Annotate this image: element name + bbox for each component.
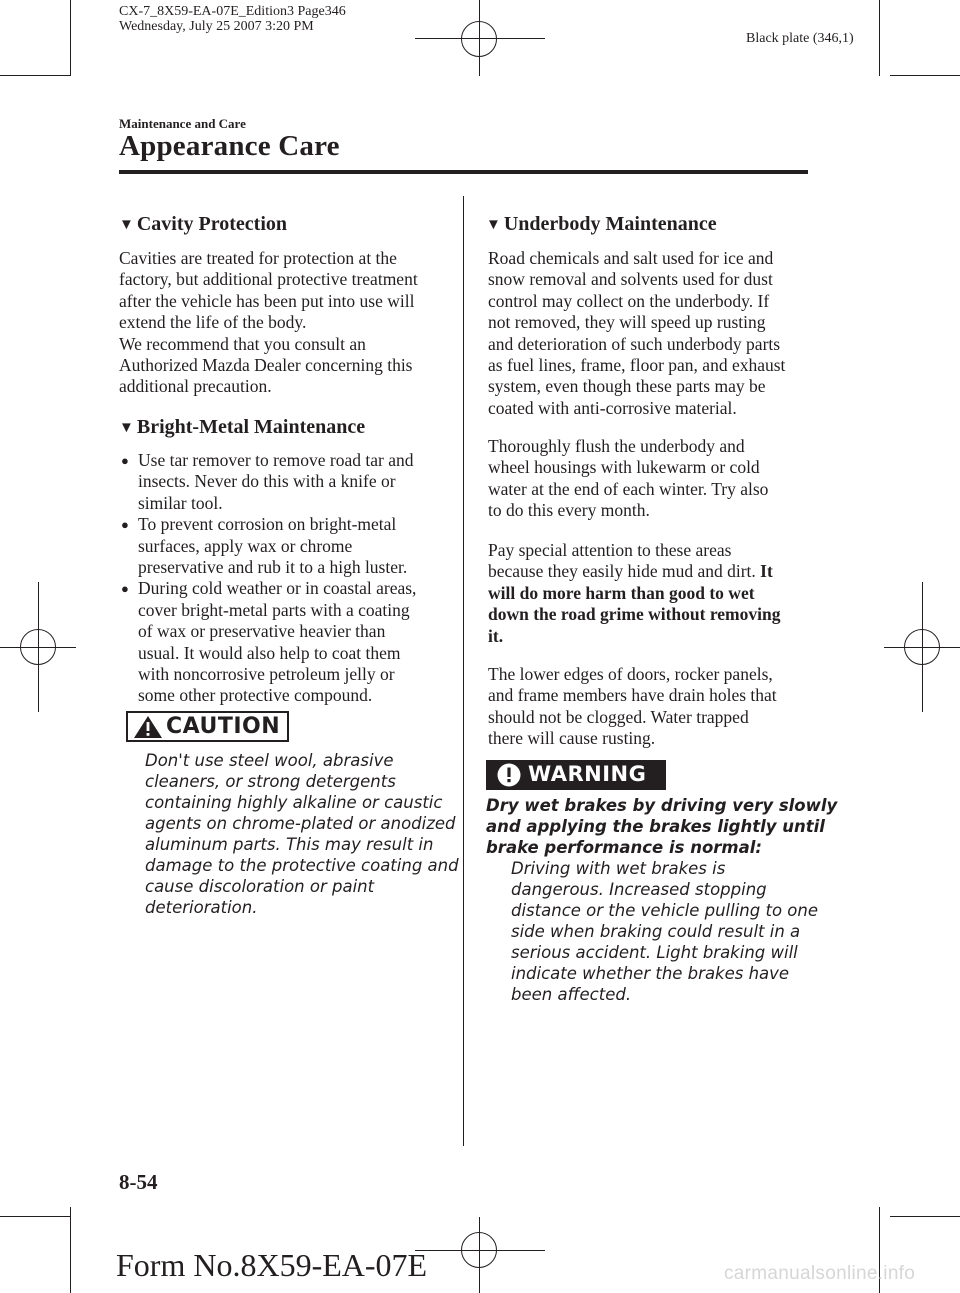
print-metadata <box>119 4 346 34</box>
warning-text: Dry wet brakes by driving very slowly and applying the brakes lightly until brake performance is normal: Driving with wet brakes is dangerous. Increased stopping distance or the vehicle pulling to one side when braking could result in a serious accident. Light braking will indicate whether the brakes have been affected. <box>486 796 838 1004</box>
underbody-paragraph-3: Pay special attention to these areas because they easily hide mud and dirt. It will do more harm than good to wet down the road grime without removing it. <box>488 540 781 646</box>
column-divider <box>463 196 464 1146</box>
page-title: Appearance Care <box>119 130 340 162</box>
list-item: ● During cold weather or in coastal areas, cover bright-metal parts with a coating of wax or preservative heavier than usual. It would also help to coat them with noncorrosive petroleum jelly or some other protective compound. <box>121 578 417 706</box>
caution-text: Don't use steel wool, abrasive cleaners, or strong detergents containing highly alkaline or caustic agents on chrome-plated or anodized aluminum parts. This may result in damage to the protective coating and cause discoloration or paint deterioration. <box>145 751 459 917</box>
warning-triangle-icon <box>133 715 163 739</box>
list-item: ● To prevent corrosion on bright-metal surfaces, apply wax or chrome preservative and rub it to a high luster. <box>121 514 408 578</box>
warning-badge <box>486 760 666 790</box>
plate-label: Black plate (346,1) <box>746 31 854 46</box>
print-file-name: CX-7_8X59-EA-07E_Edition3 Page346 <box>119 4 346 19</box>
warning-label: WARNING <box>528 762 647 786</box>
section-label: Maintenance and Care <box>119 116 246 131</box>
bullet-dot-icon: ● <box>121 581 129 597</box>
page-number: 8-54 <box>119 1170 158 1194</box>
form-number: Form No.8X59-EA-07E <box>116 1247 428 1283</box>
watermark: carmanualsonline.info <box>724 1263 916 1284</box>
triangle-bullet-icon: ▼ <box>119 217 134 233</box>
cavity-protection-heading: ▼ Cavity Protection <box>119 213 288 235</box>
list-item: ● Use tar remover to remove road tar and insects. Never do this with a knife or similar tool. <box>121 450 414 513</box>
warning-explanation: Driving with wet brakes is dangerous. Increased stopping distance or the vehicle pulling to one side when braking could result in a serious accident. Light braking will indicate whether the brakes have been affected. <box>511 859 818 1004</box>
triangle-bullet-icon: ▼ <box>119 420 134 436</box>
bullet-dot-icon: ● <box>121 453 129 468</box>
caution-label: CAUTION <box>166 714 281 739</box>
bright-metal-list <box>119 450 416 707</box>
warning-exclamation-icon <box>496 762 522 788</box>
underbody-heading: ▼ Underbody Maintenance <box>486 213 717 235</box>
print-timestamp: Wednesday, July 25 2007 3:20 PM <box>119 19 314 34</box>
bright-metal-heading: ▼ Bright-Metal Maintenance <box>119 416 366 438</box>
underbody-paragraph-2: Thoroughly flush the underbody and wheel housings with lukewarm or cold water at the end of each winter. Try also to do this every month. <box>488 436 769 521</box>
underbody-paragraph-1: Road chemicals and salt used for ice and snow removal and solvents used for dust control may collect on the underbody. If not removed, they will speed up rusting and deterioration of such underbody parts as fuel lines, frame, floor pan, and exhaust system, even though these parts may be coated with anti-corrosive material. <box>488 248 786 418</box>
triangle-bullet-icon: ▼ <box>486 217 501 233</box>
bullet-dot-icon: ● <box>121 517 129 533</box>
underbody-paragraph-4: The lower edges of doors, rocker panels, and frame members have drain holes that should not be clogged. Water trapped there will cause rusting. <box>488 664 777 749</box>
caution-badge <box>126 711 289 742</box>
title-rule <box>119 170 808 174</box>
cavity-protection-text: Cavities are treated for protection at the factory, but additional protective treatment after the vehicle has been put into use will extend the life of the body. We recommend that you consult an Authorized Mazda Dealer concerning this additional precaution. <box>119 248 418 397</box>
